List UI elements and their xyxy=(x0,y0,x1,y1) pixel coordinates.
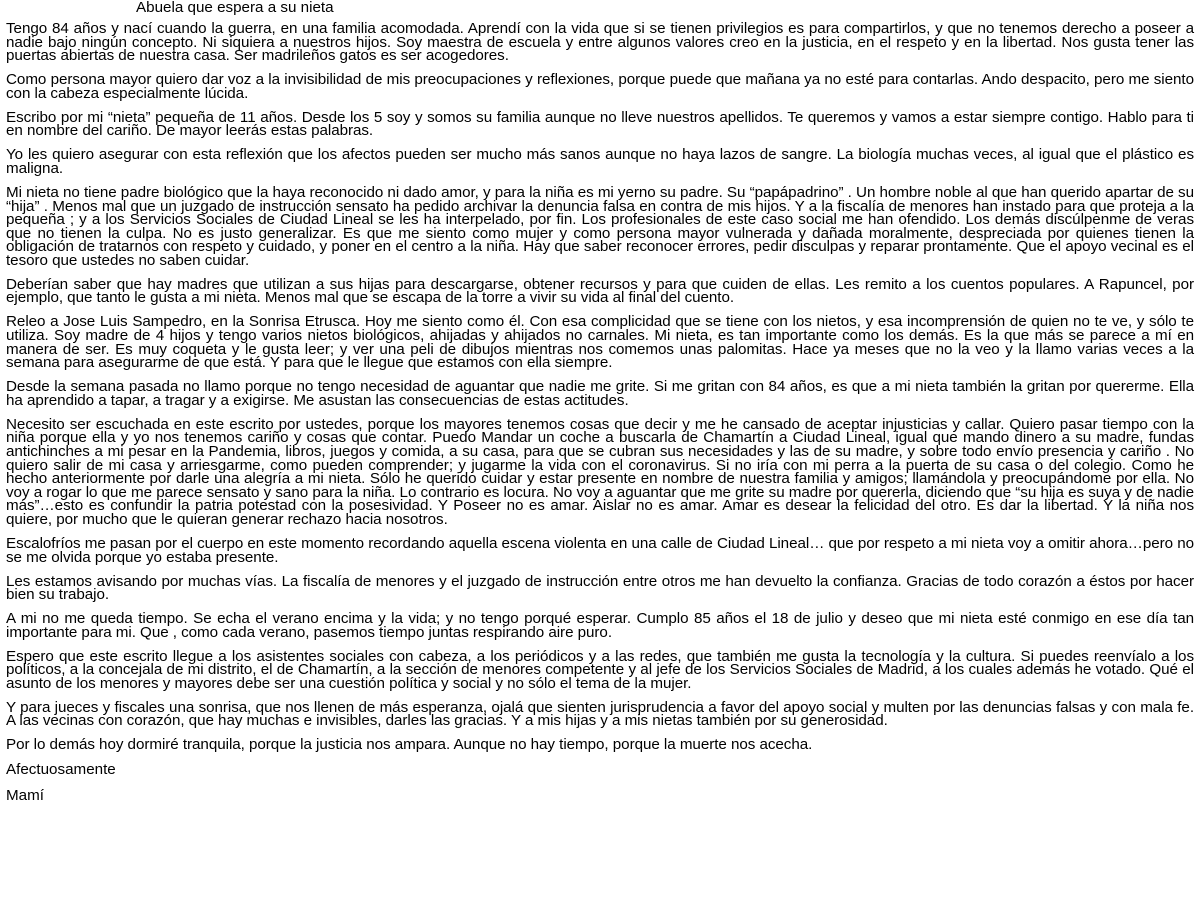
paragraph-15: Por lo demás hoy dormiré tranquila, porque la justicia nos ampara. Aunque no hay tiempo, porque la muerte nos acecha. xyxy=(6,736,813,754)
paragraph-3: Escribo por mi “nieta” pequeña de 11 años. Desde los 5 soy y somos su familia aunque no lleve nuestros apellidos. Te queremos y vamos a estar siempre contigo. Hablo para ti en nombre del cariño. De mayor leerás estas palabras. xyxy=(6,108,1194,140)
paragraph-4: Yo les quiero asegurar con esta reflexión que los afectos pueden ser mucho más sanos aunque no haya lazos de sangre. La biología muchas veces, al igual que el plástico es maligna. xyxy=(6,146,1194,177)
closing-text: Afectuosamente xyxy=(6,761,116,779)
paragraph-13: Espero que este escrito llegue a los asistentes sociales con cabeza, a los periódicos y a las redes, que también me gusta la tecnología y la cultura. Si puedes reenvíalo a los políticos, a la concejala de mi distrito, el de Chamartín, a la sección de menores competente y al jefe de los Servicios Sociales de Madrid, a los cuales además he votado. Qué el asunto de los menores y mayores debe ser una cuestión política y social y no sólo el tema de la mujer. xyxy=(6,647,1194,692)
paragraph-10: Escalofríos me pasan por el cuerpo en este momento recordando aquella escena violenta en una calle de Ciudad Lineal… que por respeto a mi nieta voy a omitir ahora…pero no se me olvida porque yo estaba presente. xyxy=(6,534,1194,566)
paragraph-12: A mi no me queda tiempo. Se echa el verano encima y la vida; y no tengo porqué esperar. Cumplo 85 años el 18 de julio y deseo que mi nieta esté conmigo en ese día tan importante para mi. Que , como cada verano, pasemos tiempo juntas respirando aire puro. xyxy=(6,610,1194,641)
paragraph-1: Tengo 84 años y nací cuando la guerra, en una familia acomodada. Aprendí con la vida que si se tienen privilegios es para compartirlos, y que no tenemos derecho a poseer a nadie bajo ningún concepto. Ni siquiera a nuestros hijos. Soy maestra de escuela y entre algunos valores creo en la justicia, en el respeto y en la libertad. Nos gusta tener las puertas abiertas de nuestra casa. Ser madrileños gatos es ser acogedores. xyxy=(6,20,1194,65)
letter-title: Abuela que espera a su nieta xyxy=(136,0,334,16)
paragraph-7: Releo a Jose Luis Sampedro, en la Sonrisa Etrusca. Hoy me siento como él. Con esa complicidad que se tiene con los nietos, y esa incomprensión de quien no te ve, y sólo te utiliza. Soy madre de 4 hijos y tengo varios nietos biológicos, ahijadas y ahijados no carnales. Mi nieta, es tan importante como los demás. Es la que más se parece a mí en manera de ser. Es muy coqueta y le gusta leer; y ver una peli de dibujos mientras nos comemos unas palomitas. Hace ya meses que no la veo y la llamo varias veces a la semana para asegurarme de que está. Y para que le llegue que estamos con ella siempre. xyxy=(6,313,1194,372)
paragraph-8: Desde la semana pasada no llamo porque no tengo necesidad de aguantar que nadie me grite. Si me gritan con 84 años, es que a mi nieta también la gritan por quererme. Ella ha aprendido a tapar, a tragar y a exigirse. Me asustan las consecuencias de estas actitudes. xyxy=(6,378,1194,409)
letter-page xyxy=(6,0,1194,814)
paragraph-14: Y para jueces y fiscales una sonrisa, que nos llenen de más esperanza, ojalá que sienten jurisprudencia a favor del apoyo social y multen por las denuncias falsas y con mala fe. A las vecinas con corazón, que hay muchas e invisibles, darles las gracias. Y a mis hijas y a mis nietas también por su generosidad. xyxy=(6,698,1194,730)
paragraph-5: Mi nieta no tiene padre biológico que la haya reconocido ni dado amor, y para la niña es mi yerno su padre. Su “papápadrino” . Un hombre noble al que han querido apartar de su “hija” . Menos mal que un juzgado de instrucción sensato ha pedido archivar la denuncia falsa en contra de mis hijos. Y a la fiscalía de menores han instado para que proteja a la pequeña ; y a los Servicios Sociales de Ciudad Lineal se les ha interpelado, por fin. Los profesionales de este caso social me han ofendido. Los demás discúlpenme de veras que no tienen la culpa. No es justo generalizar. Es que me siento como mujer y como persona mayor vulnerada y dañada moralmente, despreciada por quienes tienen la obligación de tratarnos con respeto y cuidado, y poner en el centro a la niña. Hay que saber reconocer errores, pedir disculpas y reparar prontamente. Que el apoyo vecinal es el tesoro que ustedes no saben cuidar. xyxy=(6,183,1194,269)
paragraph-6: Deberían saber que hay madres que utilizan a sus hijas para descargarse, obtener recursos y para que cuiden de ellas. Les remito a los cuentos populares. A Rapuncel, por ejemplo, que tanto le gusta a mi nieta. Menos mal que se escapa de la torre a vivir su vida al final del cuento. xyxy=(6,275,1194,307)
paragraph-2: Como persona mayor quiero dar voz a la invisibilidad de mis preocupaciones y reflexiones, porque puede que mañana ya no esté para contarlas. Ando despacito, pero me siento con la cabeza especialmente lúcida. xyxy=(6,71,1194,102)
signature: Mamí xyxy=(6,787,44,805)
paragraph-9: Necesito ser escuchada en este escrito por ustedes, porque los mayores tenemos cosas que decir y me he cansado de aceptar injusticias y callar. Quiero pasar tiempo con la niña porque ella y yo nos tenemos cariño y cosas que contar. Puedo Mandar un coche a buscarla de Chamartín a Ciudad Lineal, igual que mando dinero a su madre, fundas antichinches a mi pesar en la Pandemia, libros, juegos y comida, a su casa, para que se cubran sus necesidades y las de su madre, y sobre todo envío presencia y cariño . No quiero salir de mi casa y arriesgarme, como pueden comprender; y jugarme la vida con el coronavirus. Si no iría con mi perra a la puerta de su casa o del colegio. Como he hecho anteriormente por darle una alegría a mi nieta. Sólo he querido cuidar y estar presente en nombre de nuestra familia y amigos; llamándola y preocupándome por ella. No voy a rogar lo que me parece sensato y sano para la niña. Lo contrario es locura. No voy a aguantar que me grite su madre por quererla, diciendo que “su hija es suya y de nadie más”…esto es confundir la patria potestad con la posesividad. Y Poseer no es amar. Aislar no es amar. Amar es desear la felicidad del otro. Es dar la libertad. Y la niña nos quiere, por mucho que le quieran generar rechazo hacia nosotros. xyxy=(6,415,1194,528)
paragraph-11: Les estamos avisando por muchas vías. La fiscalía de menores y el juzgado de instrucción entre otros me han devuelto la confianza. Gracias de todo corazón a éstos por hacer bien su trabajo. xyxy=(6,572,1194,604)
